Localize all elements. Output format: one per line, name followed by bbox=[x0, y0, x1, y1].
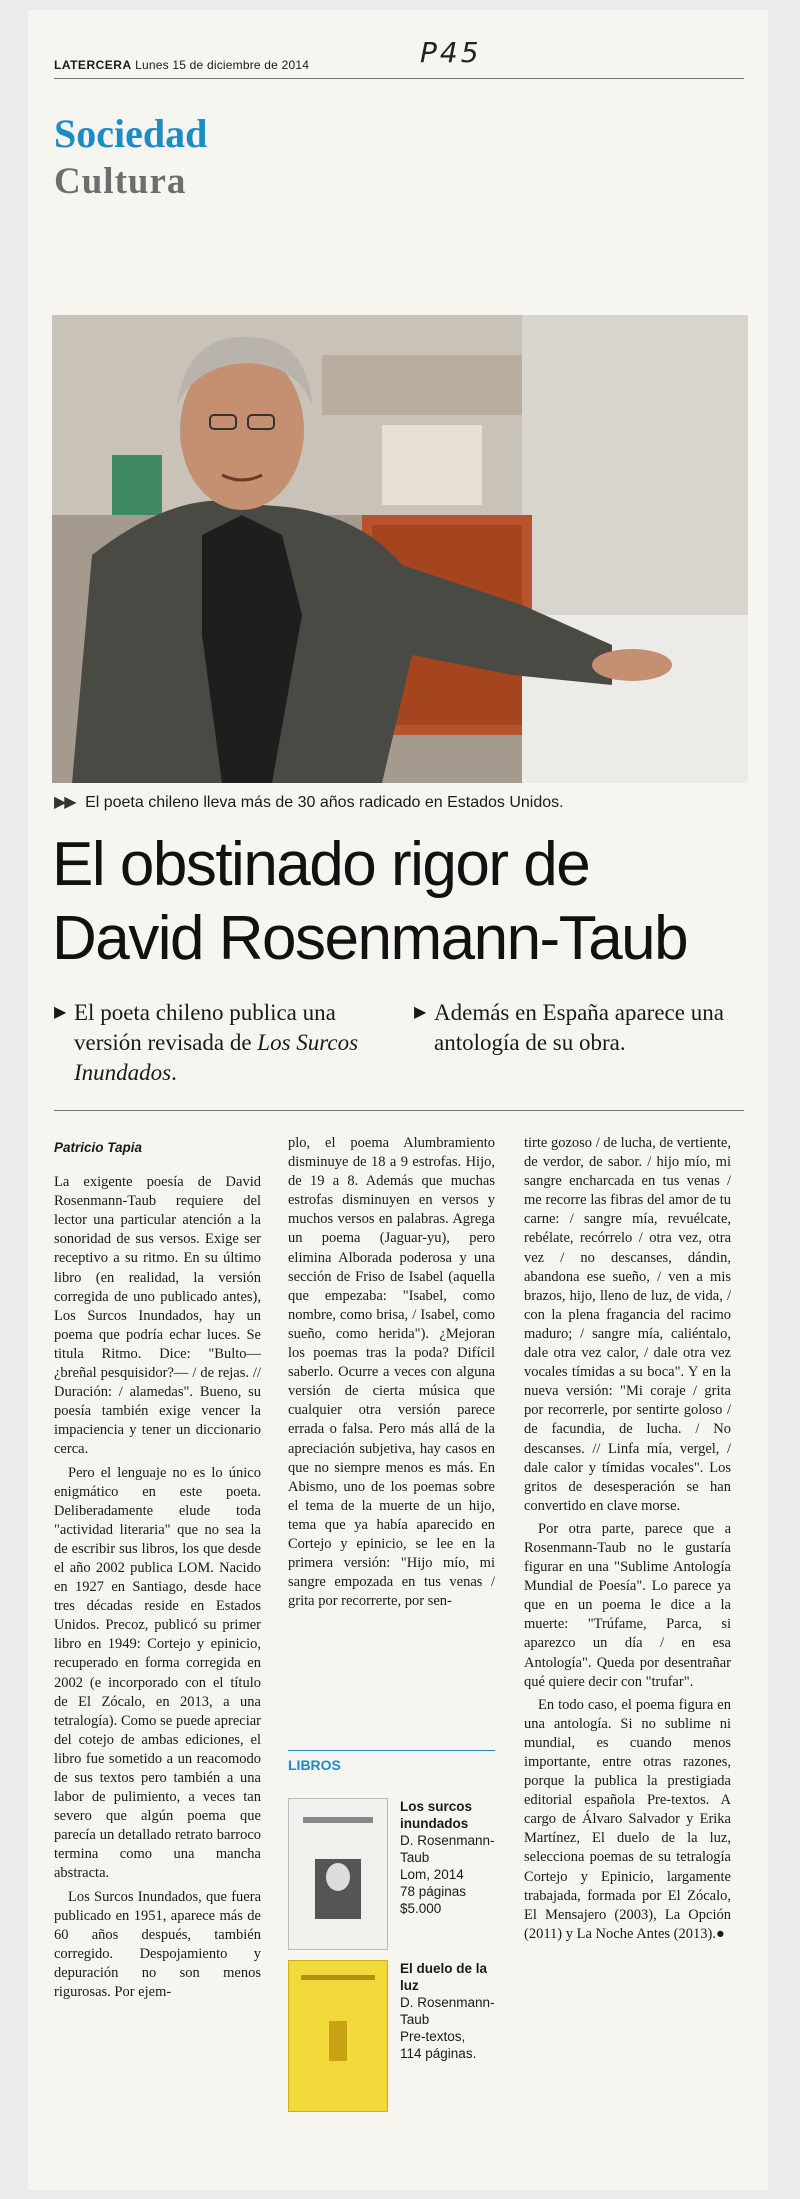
newspaper-page bbox=[28, 10, 768, 2190]
issue-date: Lunes 15 de diciembre de 2014 bbox=[135, 58, 310, 72]
book-title: Los surcos inundados bbox=[400, 1799, 473, 1831]
article-column-3 bbox=[524, 1134, 731, 1948]
portrait-photo bbox=[52, 315, 748, 783]
book-info bbox=[400, 1960, 500, 2062]
paragraph: En todo caso, el poema figura en una antología. Si no sublime ni mundial, es cuando menos importante, entre otras razones, porque la publica la prestigiada editorial española Pre-textos. A cargo de Álvaro Salvador y Erika Martínez, El duelo de la luz, selecciona poemas de su tetralogía Cortejo y Epinicio, largamente trabajada, formada por El Zócalo, El Mensajero (2003), La Opción (2011) y La Noche Antes (2013).● bbox=[524, 1696, 731, 1942]
book-publisher: Lom, 2014 bbox=[400, 1867, 464, 1882]
headline bbox=[52, 828, 687, 976]
deck-marker: ▶ bbox=[54, 1004, 67, 1021]
cover-art bbox=[289, 1799, 387, 1949]
body-rule bbox=[54, 1110, 744, 1111]
paragraph: Por otra parte, parece que a Rosenmann-Taub no le gustaría figurar en una "Sublime Antología Mundial de Poesía". Lo parece ya que en un poema le dice a la muerte: "Trúfame, Parca, si aparezco un día / en esa Antología". Queda por desentrañar qué quiere decir con "trufar". bbox=[524, 1520, 731, 1690]
book-price: $5.000 bbox=[400, 1901, 442, 1916]
books-box bbox=[288, 1750, 495, 2061]
article-column-2 bbox=[288, 1134, 495, 1615]
cover-art bbox=[289, 1961, 387, 2111]
paragraph: Los Surcos Inundados, que fuera publicado en 1951, aparece más de 60 años después, también corregido. Despojamiento y depuración no son menos rigurosas. Por ejem- bbox=[54, 1888, 261, 2001]
caption-text: El poeta chileno lleva más de 30 años radicado en Estados Unidos. bbox=[85, 794, 564, 811]
header-rule bbox=[54, 78, 744, 79]
deck-item-1 bbox=[54, 998, 384, 1088]
paragraph: Pero el lenguaje no es lo único enigmático en este poeta. Deliberadamente elude toda "actividad literaria" que no sea la de escribir sus libros, los que desde el año 2002 publica LOM. Nacido en 1927 en Santiago, desde hace tres décadas reside en Estados Unidos. Precoz, publicó su primer libro en 1949: Cortejo y epinicio, recuperado en forma corregida en 2002 (e incorporado con el título de El Zócalo, en 2013, a una tetralogía). Como se puede apreciar del cotejo de ambas ediciones, el libro fue sometido a un reacomodo de sus textos pero también a una labor de pulimiento, a veces tan severo que algún poema que parecía un detallado retrato barroco termina como una mancha abstracta. bbox=[54, 1464, 261, 1882]
byline: Patricio Tapia bbox=[54, 1140, 143, 1155]
caption-marker: ▶▶ bbox=[54, 794, 75, 811]
book-publisher: Pre-textos, bbox=[400, 2029, 466, 2044]
book-info bbox=[400, 1798, 500, 1917]
deck-text: Además en España aparece una antología de su obra. bbox=[434, 1000, 724, 1055]
deck-item-2 bbox=[414, 998, 744, 1058]
paragraph: La exigente poesía de David Rosenmann-Taub requiere del lector una particular atención a la sonoridad de sus versos. Exige ser receptivo a su ritmo. En su último libro (en realidad, la versión corregida de uno publicado antes), Los Surcos Inundados, hay un poema que podría echar luces. Se titula Ritmo. Dice: "Bulto—¿breñal pesquisidor?— / de rejas. // Duración: / alamedas". Bueno, su poesía también exige vencer la impaciencia y tener un diccionario cerca. bbox=[54, 1174, 261, 1458]
deck-text: El poeta chileno publica una versión revisada de Los Surcos Inundados. bbox=[74, 1000, 359, 1085]
newspaper-name: LATERCERA bbox=[54, 58, 132, 72]
paragraph: plo, el poema Alumbramiento disminuye de 18 a 9 estrofas. Hijo, de 19 a 8. Además que muchas estrofas disminuyen en versos y muchos versos en palabras. Agrega un poema (Jaguar-yu), pero elimina Alborada poderosa y una sección de Friso de Isabel (aquella que empezaba: "Isabel, como nombre, como brisa, / Isabel, como sueño, como herida"). ¿Mejoran los poemas tras la poda? Difícil saberlo. Ocurre a veces con alguna versión de cierta música que cualquier otra versión parece errada o falsa. Pero más allá de la apreciación subjetiva, hay casos en que no siempre menos es más. En Abismo, uno de los poemas sobre el tema de la muerte de un hijo, tema que ya había aparecido en Cortejo y epinicio, se lee en la primera versión: "Hijo mío, mi sangre empozada en tus venas / grita por recorrerte, por sen- bbox=[288, 1135, 495, 1610]
paragraph: tirte gozoso / de lucha, de vertiente, de verdor, de sabor. / hijo mío, mi sangre encharcada en tus venas / me recorre las fibras del amor de tu carne: / sangre mía, revuélcate, rebélate, recórrelo / otra vez, otra vez / no descanses, dándin, abandona ese sueño, / ven a mis brazos, hijo, lleno de luz, de vida, / con la plena fragancia del racimo maduro; / sangre mía, caliéntalo, dale otra vez calor, / dale otra vez vocales tímidas a su boca". Y en la nueva versión: "Mi coraje / grita por recorrerle, por sentirte goloso / de facundia, de lucha. / No descanses. // Linfa mía, vergel, / dale calor y tímidas vocales". Los gritos de desesperación se han convertido en clave morse. bbox=[524, 1135, 731, 1514]
headline-line-2: David Rosenmann-Taub bbox=[52, 904, 688, 973]
photo-caption bbox=[54, 792, 564, 812]
deck-marker: ▶ bbox=[414, 1004, 427, 1021]
article-column-1 bbox=[54, 1138, 261, 2006]
section-title: Sociedad bbox=[54, 111, 208, 156]
subsection-title: Cultura bbox=[54, 161, 187, 202]
book-cover-yellow-icon bbox=[288, 1960, 388, 2112]
handwritten-page-number: P45 bbox=[420, 36, 482, 69]
book-author: D. Rosenmann-Taub bbox=[400, 1995, 495, 2027]
portrait-illustration bbox=[52, 315, 748, 783]
book-cover-white-icon bbox=[288, 1798, 388, 1950]
page-header bbox=[54, 58, 309, 72]
book-title: El duelo de la luz bbox=[400, 1961, 488, 1993]
headline-line-1: El obstinado rigor de bbox=[52, 830, 590, 899]
book-author: D. Rosenmann-Taub bbox=[400, 1833, 495, 1865]
books-label: LIBROS bbox=[288, 1750, 495, 1773]
book-pages: 114 páginas. bbox=[400, 2046, 477, 2061]
book-pages: 78 páginas bbox=[400, 1884, 467, 1899]
